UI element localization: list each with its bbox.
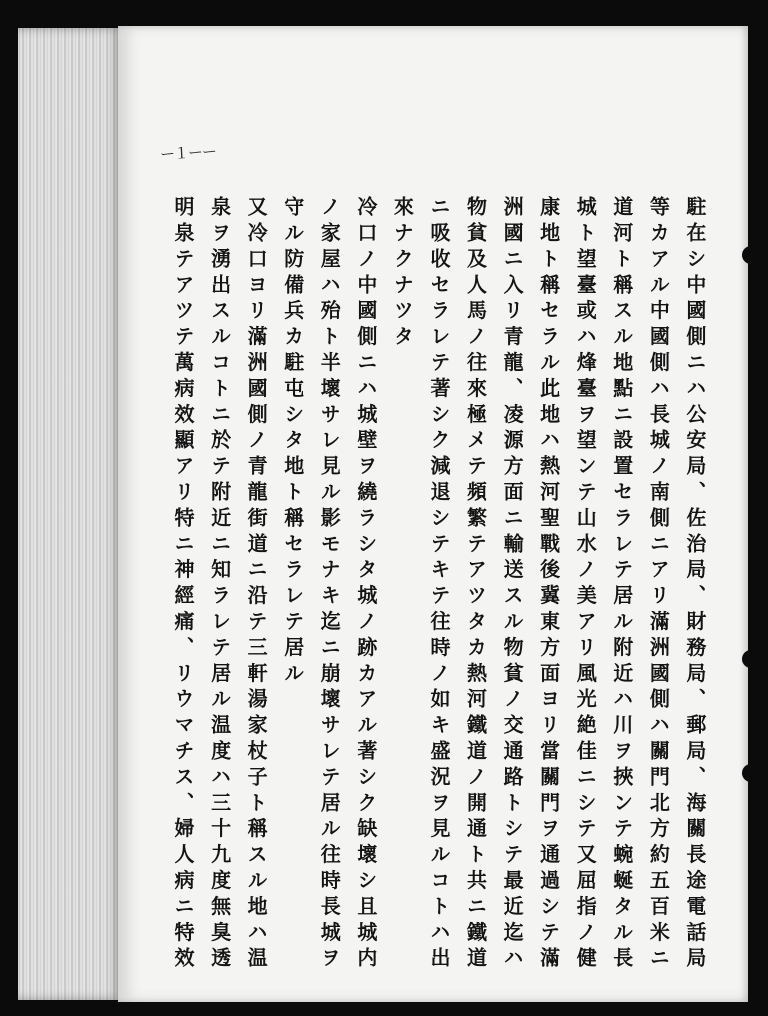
binding-hole bbox=[742, 764, 760, 782]
text-column: 洲國ニ入リ青龍、凌源方面ニ輸送スル物貧ノ交通路トシテ最近迄ハ bbox=[500, 196, 525, 973]
text-column: 來ナクナツタ bbox=[390, 196, 415, 352]
book-page-edges bbox=[18, 28, 122, 1000]
handwritten-page-mark: ー１ーー bbox=[159, 142, 217, 164]
vertical-text-block bbox=[168, 196, 710, 973]
binding-hole bbox=[742, 650, 760, 668]
text-column: 物貧及人馬ノ往來極メテ頻繁テアツタカ熱河鐵道ノ開通ト共ニ鐵道 bbox=[463, 196, 488, 973]
text-column: 冷口ノ中國側ニハ城壁ヲ繞ラシタ城ノ跡カアル著シク缺壞シ且城内 bbox=[353, 196, 378, 973]
text-column: ノ家屋ハ殆ト半壞サレ見ル影モナキ迄ニ崩壞サレテ居ル往時長城ヲ bbox=[317, 196, 342, 973]
text-column: 道河ト稱スル地點ニ設置セラレテ居ル附近ハ川ヲ挾ンテ蜿蜒タル長 bbox=[609, 196, 634, 973]
text-column: 康地ト稱セラル此地ハ熱河聖戰後冀東方面ヨリ當關門ヲ通過シテ滿 bbox=[536, 196, 561, 973]
text-column: 駐在シ中國側ニハ公安局、佐治局、財務局、郵局、海關長途電話局 bbox=[682, 196, 707, 973]
binding-hole bbox=[742, 246, 760, 264]
text-column: 守ル防備兵カ駐屯シタ地ト稱セラレテ居ル bbox=[280, 196, 305, 689]
text-column: ニ吸收セラレテ著シク減退シテキテ往時ノ如キ盛況ヲ見ルコトハ出 bbox=[426, 196, 451, 973]
text-column: 等カアル中國側ハ長城ノ南側ニアリ滿洲國側ハ關門北方約五百米ニ bbox=[646, 196, 671, 973]
text-column: 泉ヲ湧出スルコトニ於テ附近ニ知ラレテ居ル温度ハ三十九度無臭透 bbox=[207, 196, 232, 973]
text-column: 明泉テアツテ萬病效顯アリ特ニ神經痛、リウマチス、婦人病ニ特效 bbox=[171, 196, 195, 973]
text-column: 城ト望臺或ハ烽臺ヲ望ンテ山水ノ美アリ風光絶佳ニシテ又屈指ノ健 bbox=[573, 196, 598, 973]
text-column: 又冷口ヨリ滿洲國側ノ青龍街道ニ沿テ三軒湯家杖子ト稱スル地ハ温 bbox=[244, 196, 269, 973]
